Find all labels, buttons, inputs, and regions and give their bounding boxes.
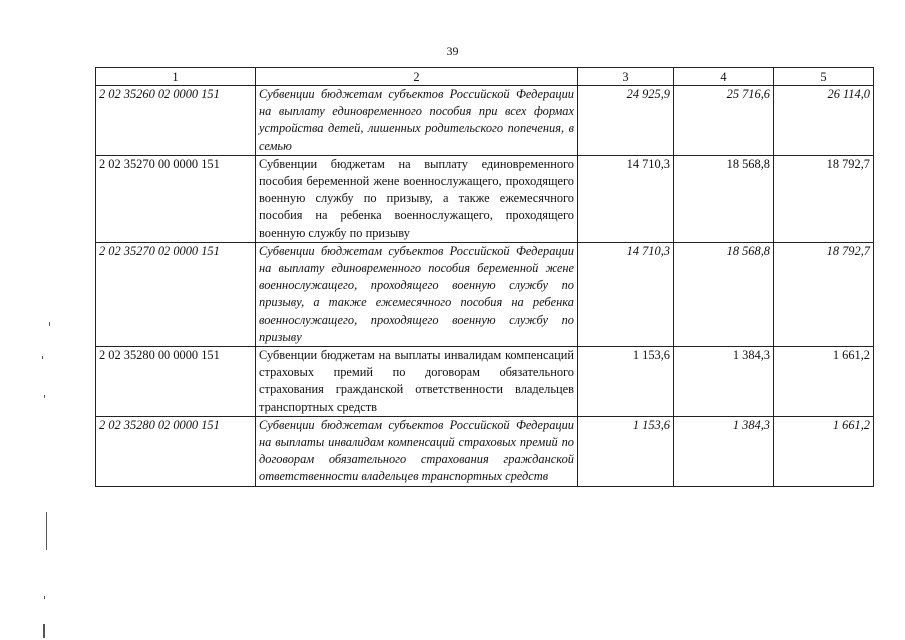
description-cell: Субвенции бюджетам субъектов Российской Федерации на выплаты инвалидам компенсаций страховых премий по договорам обязательного страхования гражданской ответственности владельцев транспортных средств — [256, 416, 578, 486]
value-cell-col4: 25 716,6 — [674, 86, 774, 156]
header-cell-5: 5 — [774, 68, 874, 86]
budget-code-cell: 2 02 35280 02 0000 151 — [96, 416, 256, 486]
scan-mark — [49, 322, 50, 326]
budget-code-cell: 2 02 35270 02 0000 151 — [96, 242, 256, 346]
scan-mark — [44, 395, 45, 398]
table-row — [96, 347, 874, 417]
header-cell-1: 1 — [96, 68, 256, 86]
value-cell-col4: 18 568,8 — [674, 155, 774, 242]
value-cell-col5: 18 792,7 — [774, 155, 874, 242]
value-cell-col5: 18 792,7 — [774, 242, 874, 346]
value-cell-col4: 18 568,8 — [674, 242, 774, 346]
budget-code-cell: 2 02 35280 00 0000 151 — [96, 347, 256, 417]
scan-mark — [43, 624, 45, 638]
value-cell-col3: 14 710,3 — [578, 155, 674, 242]
header-cell-4: 4 — [674, 68, 774, 86]
value-cell-col5: 1 661,2 — [774, 347, 874, 417]
header-cell-3: 3 — [578, 68, 674, 86]
budget-table — [95, 67, 874, 487]
description-cell: Субвенции бюджетам субъектов Российской Федерации на выплату единовременного пособия беременной жене военнослужащего, проходящего военную службу по призыву, а также ежемесячного пособия на ребенка военнослужащего, проходящего военную службу по призыву — [256, 242, 578, 346]
scan-mark — [46, 512, 47, 550]
budget-code-cell: 2 02 35270 00 0000 151 — [96, 155, 256, 242]
table-row — [96, 86, 874, 156]
budget-code-cell: 2 02 35260 02 0000 151 — [96, 86, 256, 156]
description-cell: Субвенции бюджетам субъектов Российской Федерации на выплату единовременного пособия при всех формах устройства детей, лишенных родительского попечения, в семью — [256, 86, 578, 156]
scan-mark — [44, 596, 45, 599]
description-cell: Субвенции бюджетам на выплату единовременного пособия беременной жене военнослужащего, проходящего военную службу по призыву, а также ежемесячного пособия на ребенка военнослужащего, проходящего военную службу по призыву — [256, 155, 578, 242]
header-row — [96, 68, 874, 86]
value-cell-col4: 1 384,3 — [674, 416, 774, 486]
value-cell-col3: 24 925,9 — [578, 86, 674, 156]
value-cell-col4: 1 384,3 — [674, 347, 774, 417]
value-cell-col5: 1 661,2 — [774, 416, 874, 486]
description-cell: Субвенции бюджетам на выплаты инвалидам компенсаций страховых премий по договорам обязательного страхования гражданской ответственности владельцев транспортных средств — [256, 347, 578, 417]
table-row — [96, 416, 874, 486]
value-cell-col3: 14 710,3 — [578, 242, 674, 346]
table-row — [96, 155, 874, 242]
page-number: 39 — [446, 44, 459, 58]
value-cell-col3: 1 153,6 — [578, 347, 674, 417]
value-cell-col5: 26 114,0 — [774, 86, 874, 156]
scan-mark — [42, 356, 43, 359]
header-cell-2: 2 — [256, 68, 578, 86]
table-row — [96, 242, 874, 346]
value-cell-col3: 1 153,6 — [578, 416, 674, 486]
